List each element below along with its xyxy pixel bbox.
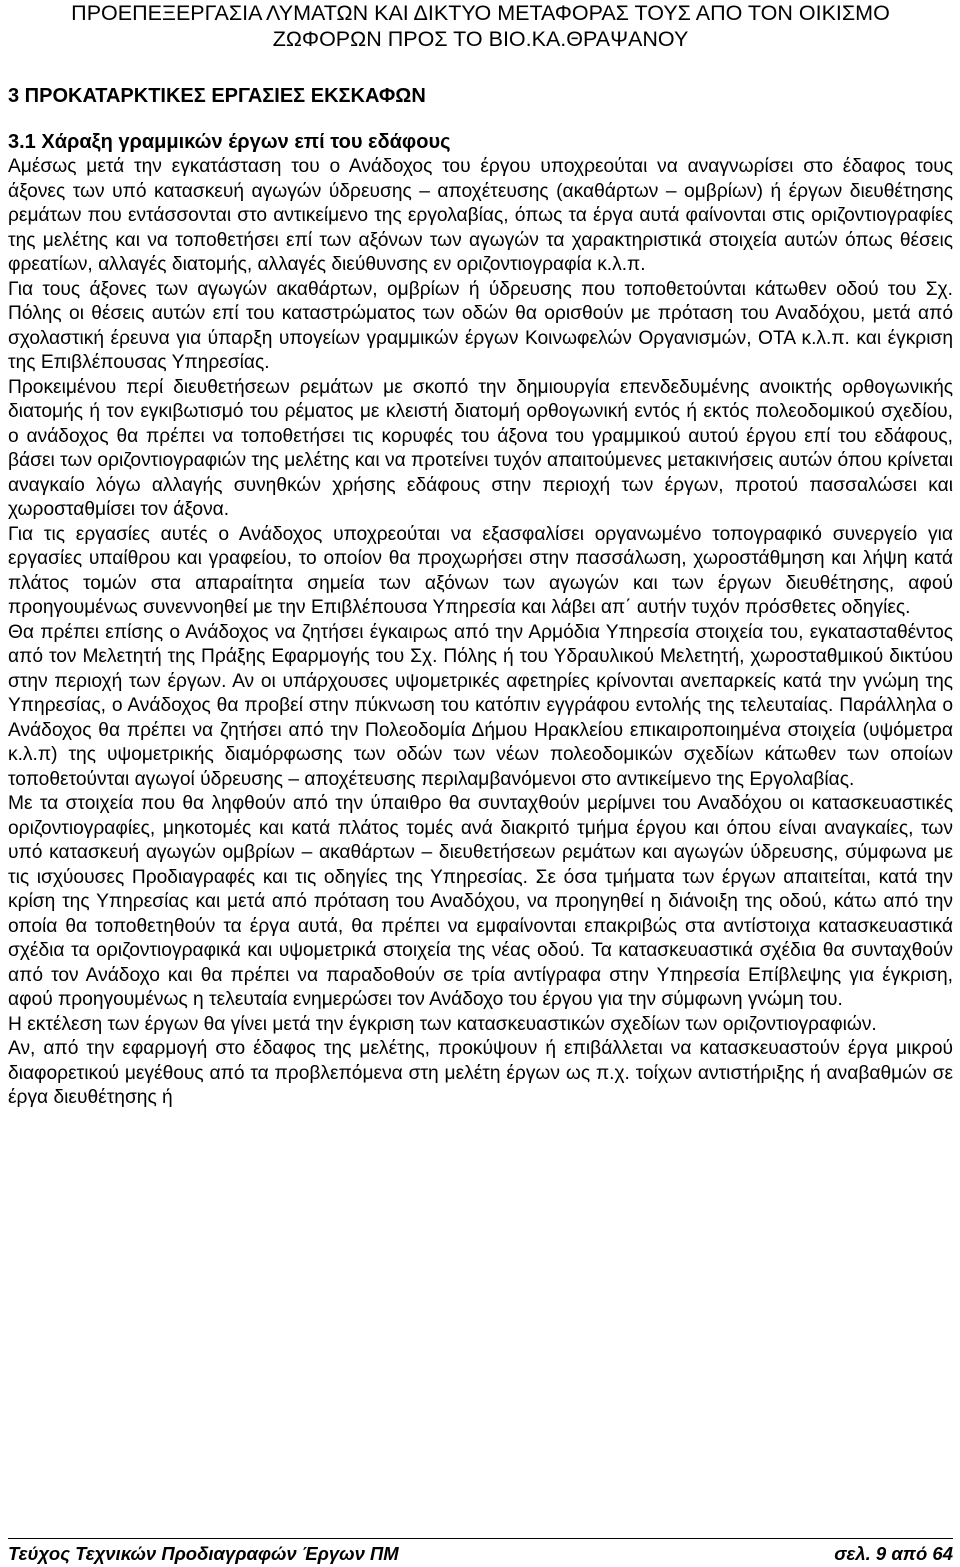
document-page [8,0,953,1567]
paragraph: Προκειμένου περί διευθετήσεων ρεμάτων με σκοπό την δημιουργία επενδεδυμένης ανοικτής ορθογωνικής διατομής ή τον εγκιβωτισμό του ρέματος με κλειστή διατομή ορθογωνική εντός ή εκτός πολεοδομικού σχεδίου, ο ανάδοχος θα πρέπει να τοποθετήσει τις κορυφές του άξονα του γραμμικού αυτού έργου επί του εδάφους, βάσει των οριζοντιογραφιών της μελέτης και να προτείνει τυχόν απαιτούμενες μετακινήσεις αυτών όπου κρίνεται αναγκαίο λόγω αλλαγής συνηθκών χρήσης εδάφους στην περιοχή των έργων, προτού πασσαλώσει και χωροσταθμίσει τον άξονα. [8,376,953,520]
paragraph: Η εκτέλεση των έργων θα γίνει μετά την έγκριση των κατασκευαστικών σχεδίων των οριζοντιογραφιών. [8,1013,877,1035]
paragraph: Θα πρέπει επίσης ο Ανάδοχος να ζητήσει έγκαιρως από την Αρμόδια Υπηρεσία στοιχεία του, εγκατασταθέντος από τον Μελετητή της Πράξης Εφαρμογής του Σχ. Πόλης ή του Υδραυλικού Μελετητή, χωροσταθμικού δικτύου στην περιοχή των έργων. Αν οι υπάρχουσες υψομετρικές αφετηρίες κρίνονται ανεπαρκείς κατά την γνώμη της Υπηρεσίας, ο Ανάδοχος θα προβεί στην πύκνωση του κατόπιν εγγράφου εντολής της τελευταίας. Παράλληλα ο Ανάδοχος θα πρέπει να ζητήσει από την Πολεοδομία Δήμου Ηρακλείου επικαιροποιημένα στοιχεία (υψόμετρα κ.λ.π) της υψομετρικής διαμόρφωσης των οδών των νέων πολεοδομικών σχεδίων κάτωθεν των οποίων τοποθετούνται αγωγοί ύδρευσης – αποχέτευσης περιλαμβανόμενοι στο αντικείμενο της Εργολαβίας. [8,621,953,790]
chapter-heading: 3 ΠΡΟΚΑΤΑΡΚΤΙΚΕΣ ΕΡΓΑΣΙΕΣ ΕΚΣΚΑΦΩΝ [8,85,426,107]
footer-page-number: σελ. 9 από 64 [834,1543,953,1564]
page-header [8,0,953,54]
paragraph: Αν, από την εφαρμογή στο έδαφος της μελέτης, προκύψουν ή επιβάλλεται να κατασκευαστούν έργα μικρού διαφορετικού μεγέθους από τα προβλεπόμενα στη μελέτη έργων ως π.χ. τοίχων αντιστήριξης ή αναβαθμών σε έργα διευθέτησης ή [8,1038,953,1108]
header-title-line-1: ΠΡΟΕΠΕΞΕΡΓΑΣΙΑ ΛΥΜΑΤΩΝ ΚΑΙ ΔΙΚΤΥΟ ΜΕΤΑΦΟΡΑΣ ΤΟΥΣ ΑΠΟ ΤΟΝ ΟΙΚΙΣΜΟ [71,1,890,25]
header-title-line-2: ΖΩΦΟΡΩΝ ΠΡΟΣ ΤΟ ΒΙΟ.ΚΑ.ΘΡΑΨΑΝΟΥ [272,27,689,51]
footer-document-title: Τεύχος Τεχνικών Προδιαγραφών Έργων ΠΜ [8,1543,399,1564]
section-heading: 3.1 Χάραξη γραμμικών έργων επί του εδάφους [8,131,451,153]
paragraph: Αμέσως μετά την εγκατάσταση του ο Ανάδοχος του έργου υποχρεούται να αναγνωρίσει στο έδαφος τους άξονες των υπό κατασκευή αγωγών ύδρευσης – αποχέτευσης (ακαθάρτων – ομβρίων) ή έργων διευθέτησης ρεμάτων που εντάσσονται στο αντικείμενο της εργολαβίας, όπως τα έργα αυτά φαίνονται στις οριζοντιογραφίες της μελέτης και να τοποθετήσει επί των αξόνων των αγωγών τα χαρακτηριστικά στοιχεία αυτών όπως θέσεις φρεατίων, αλλαγές διατομής, αλλαγές διεύθυνσης εν οριζοντιογραφία κ.λ.π. [8,156,953,275]
body-text [8,155,953,1111]
paragraph: Με τα στοιχεία που θα ληφθούν από την ύπαιθρο θα συνταχθούν μερίμνει του Αναδόχου οι κατασκευαστικές οριζοντιογραφίες, μηκοτομές και κατά πλάτος τομές ανά διακριτό τμήμα έργου και όπου είναι αναγκαίες, των υπό κατασκευή αγωγών ομβρίων – ακαθάρτων – διευθετήσεων ρεμάτων και αγωγών ύδρευσης, σύμφωνα με τις ισχύουσες Προδιαγραφές και τις οδηγίες της Υπηρεσίας. Σε όσα τμήματα των έργων απαιτείται, κατά την κρίση της Υπηρεσίας και μετά από πρόταση του Αναδόχου, να προηγηθεί η διάνοιξη της οδού, κάτω από την οποία θα τοποθετηθούν τα έργα αυτά, θα πρέπει να εμφαίνονται επακριβώς στα αντίστοιχα κατασκευαστικά σχέδια τα οριζοντιογραφικά και υψομετρικά στοιχεία της νέας οδού. Τα κατασκευαστικά σχέδια θα συνταχθούν από τον Ανάδοχο και θα πρέπει να παραδοθούν σε τρία αντίγραφα στην Υπηρεσία Επίβλεψης για έγκριση, αφού προηγουμένως η τελευταία ενημερώσει τον Ανάδοχο του έργου για την σύμφωνη γνώμη του. [8,793,953,1010]
page-footer [8,1538,953,1564]
paragraph: Για τις εργασίες αυτές ο Ανάδοχος υποχρεούται να εξασφαλίσει οργανωμένο τοπογραφικό συνεργείο για εργασίες υπαίθρου και γραφείου, το οποίον θα προχωρήσει στην πασσάλωση, χωροστάθμηση και λήψη κατά πλάτος τομών στα απαραίτητα σημεία των αξόνων των αγωγών και των έργων διευθέτησης, αφού προηγουμένως συνεννοηθεί με την Επιβλέπουσα Υπηρεσία και λάβει απ΄ αυτήν τυχόν πρόσθετες οδηγίες. [8,523,953,618]
paragraph: Για τους άξονες των αγωγών ακαθάρτων, ομβρίων ή ύδρευσης που τοποθετούνται κάτωθεν οδού του Σχ. Πόλης οι θέσεις αυτών επί του καταστρώματος των οδών θα ορισθούν με πρόταση του Αναδόχου, μετά από σχολαστική έρευνα για ύπαρξη υπογείων γραμμικών έργων Κοινωφελών Οργανισμών, ΟΤΑ κ.λ.π. και έγκριση της Επιβλέπουσας Υπηρεσίας. [8,278,953,373]
